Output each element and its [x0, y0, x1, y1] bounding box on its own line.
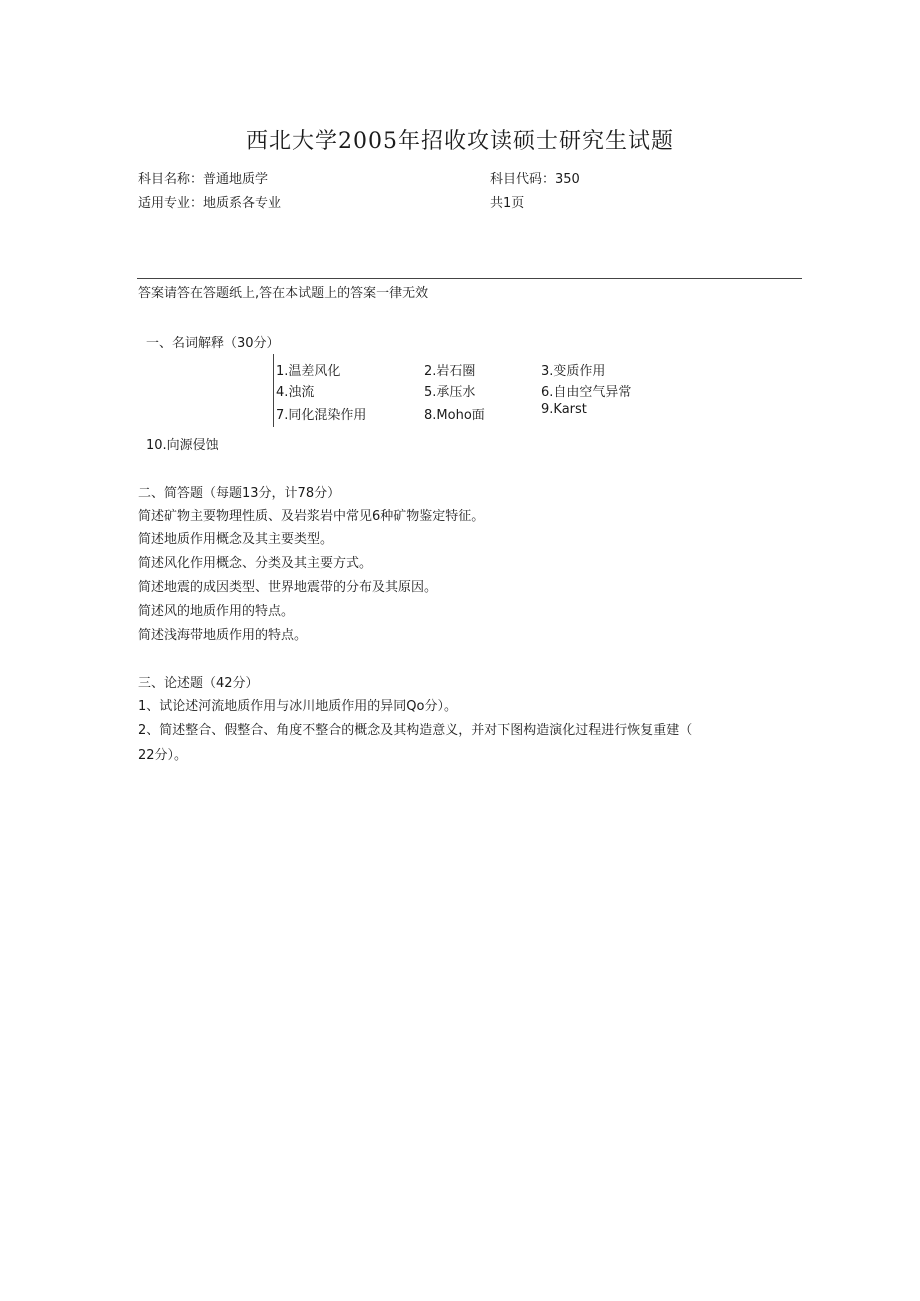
short-question-4: 简述地震的成因类型、世界地震带的分布及其原因。 — [138, 580, 438, 595]
short-question-1: 简述矿物主要物理性质、及岩浆岩中常见6种矿物鉴定特征。 — [138, 509, 485, 524]
term-6: 6.自由空气异常 — [541, 385, 632, 400]
short-question-6: 简述浅海带地质作用的特点。 — [138, 628, 308, 643]
subject-code: 科目代码：350 — [490, 172, 580, 187]
term-7: 7.同化混染作用 — [276, 408, 367, 423]
essay-question-2-continued: 22分）。 — [138, 748, 188, 763]
section2-heading: 二、简答题（每题13分，计78分） — [138, 486, 341, 501]
applicable-major: 适用专业：地质系各专业 — [138, 196, 282, 211]
short-question-2: 简述地质作用概念及其主要类型。 — [138, 532, 334, 547]
section3-heading: 三、论述题（42分） — [138, 676, 259, 691]
term-1: 1.温差风化 — [276, 364, 341, 379]
term-9: 9.Karst — [541, 402, 587, 417]
terms-bracket-line — [273, 354, 274, 427]
page-count: 共1页 — [490, 196, 525, 211]
term-2: 2.岩石圈 — [424, 364, 476, 379]
short-question-5: 简述风的地质作用的特点。 — [138, 604, 295, 619]
term-5: 5.承压水 — [424, 385, 476, 400]
section1-heading: 一、名词解释（30分） — [146, 336, 280, 351]
term-10: 10.向源侵蚀 — [146, 438, 219, 453]
divider-line — [137, 278, 802, 279]
essay-question-2: 2、简述整合、假整合、角度不整合的概念及其构造意义，并对下图构造演化过程进行恢复重建（ — [138, 723, 693, 738]
term-8: 8.Moho面 — [424, 408, 485, 423]
term-4: 4.浊流 — [276, 385, 315, 400]
answer-notice: 答案请答在答题纸上,答在本试题上的答案一律无效 — [138, 286, 429, 301]
essay-question-1: 1、试论述河流地质作用与冰川地质作用的异同Qo分）。 — [138, 699, 457, 714]
term-3: 3.变质作用 — [541, 364, 606, 379]
short-question-3: 简述风化作用概念、分类及其主要方式。 — [138, 556, 373, 571]
exam-title: 西北大学2005年招收攻读硕士研究生试题 — [246, 129, 674, 154]
subject-name: 科目名称：普通地质学 — [138, 172, 269, 187]
